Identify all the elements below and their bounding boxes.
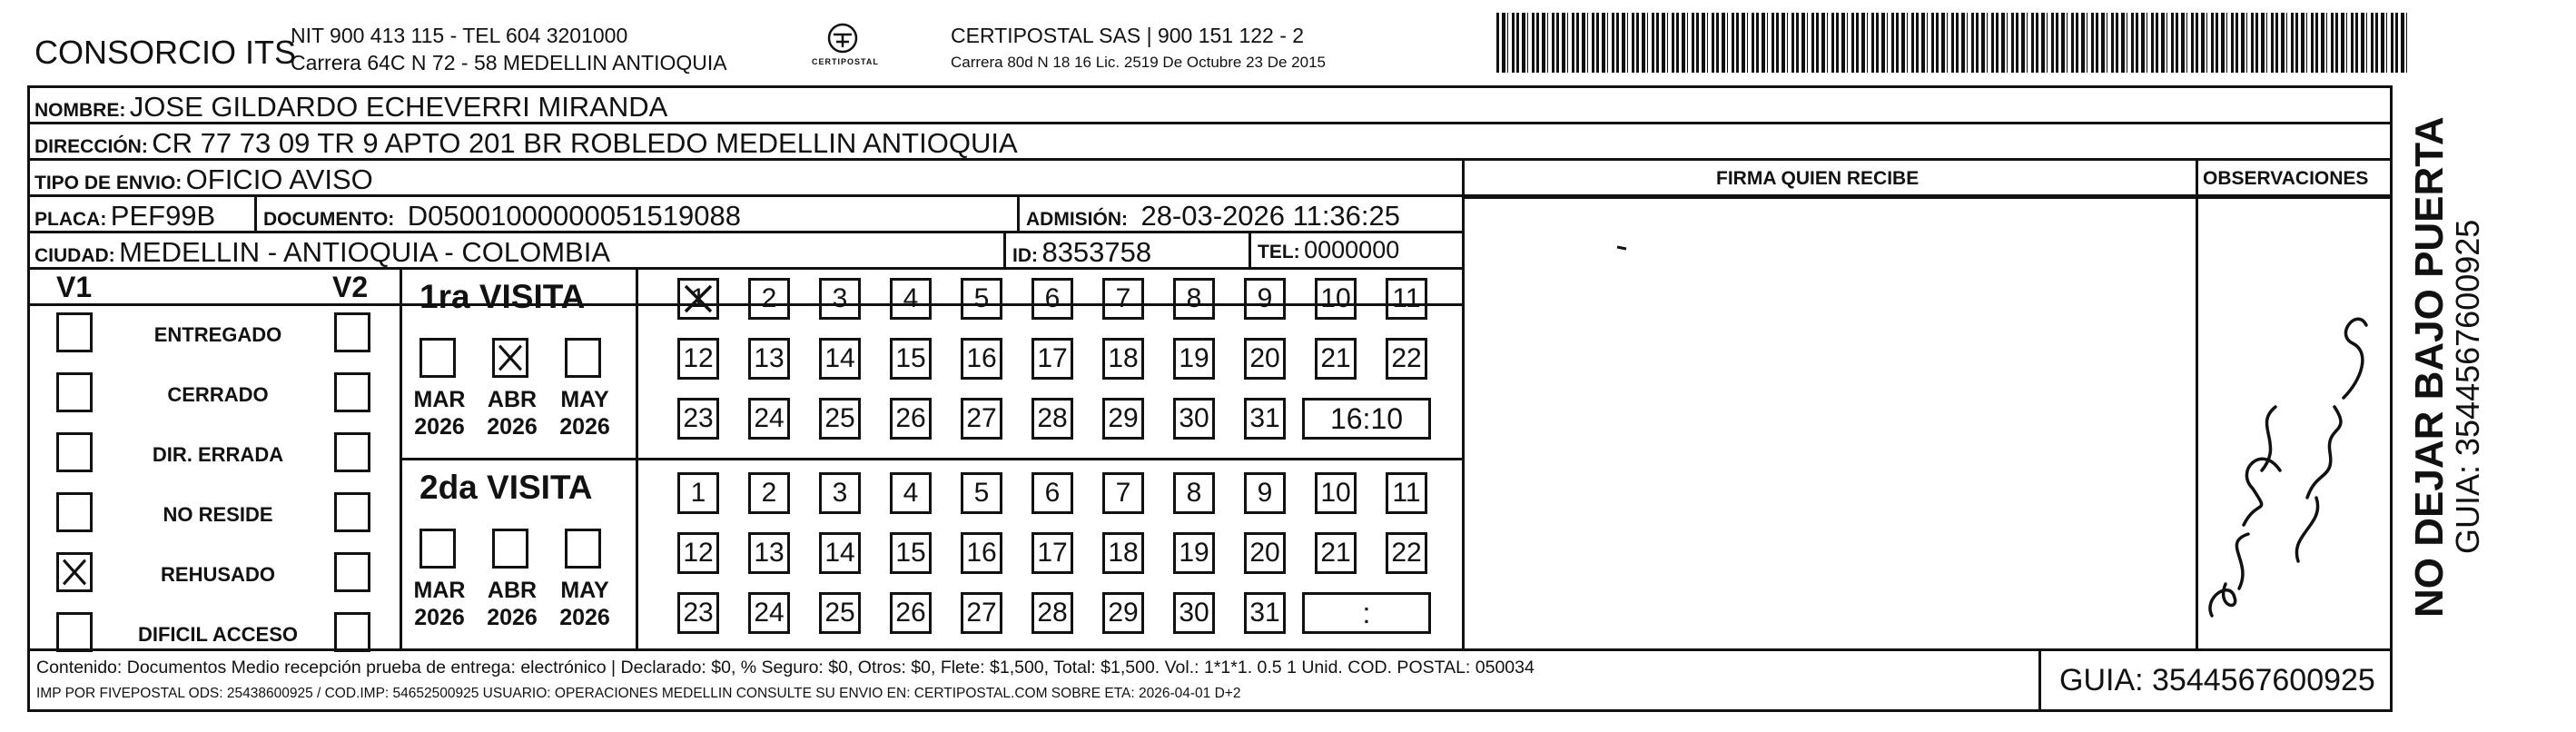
month-label: MAY — [560, 387, 609, 412]
day-box[interactable]: 22 — [1386, 338, 1427, 380]
id-label: ID: — [1012, 245, 1038, 266]
day-box[interactable]: 26 — [890, 398, 932, 440]
day-box[interactable]: 6 — [1031, 472, 1073, 514]
day-box[interactable]: 5 — [961, 472, 1002, 514]
day-box[interactable]: 8 — [1173, 472, 1215, 514]
day-box[interactable]: 10 — [1315, 278, 1357, 320]
status-v2-checkbox[interactable] — [334, 312, 370, 352]
direccion-label: DIRECCIÓN: — [35, 136, 148, 157]
month-checkbox[interactable] — [565, 338, 601, 378]
month-year: 2026 — [414, 605, 465, 630]
day-box[interactable]: 14 — [819, 532, 861, 574]
month-checkbox[interactable] — [419, 529, 456, 569]
x-mark-icon — [495, 341, 526, 375]
time-box[interactable]: 16:10 — [1302, 398, 1431, 440]
day-box[interactable]: 20 — [1244, 338, 1286, 380]
day-box[interactable]: 16 — [961, 338, 1002, 380]
certipostal-logo — [806, 22, 879, 73]
status-v2-checkbox[interactable] — [334, 612, 370, 652]
handwritten-signature — [2198, 198, 2393, 647]
month-label: MAR — [413, 387, 466, 412]
day-box[interactable]: 26 — [890, 592, 932, 634]
company-nit: NIT 900 413 115 - TEL 604 3201000 — [291, 24, 628, 47]
nombre-value: JOSE GILDARDO ECHEVERRI MIRANDA — [129, 91, 668, 123]
month-year: 2026 — [487, 605, 538, 630]
documento-value: D05001000000051519088 — [407, 200, 741, 232]
month-label: MAY — [560, 578, 609, 603]
placa-value: PEF99B — [110, 200, 216, 232]
day-box[interactable]: 21 — [1315, 532, 1357, 574]
day-box[interactable] — [677, 278, 719, 320]
tel-value: 0000000 — [1304, 236, 1400, 263]
certipostal-address: Carrera 80d N 18 16 Lic. 2519 De Octubre 23 De 2015 — [951, 54, 1326, 71]
placa-row — [35, 202, 215, 230]
tel-row — [1258, 238, 1399, 262]
month-label: MAR — [413, 578, 466, 603]
barcode — [1496, 13, 2410, 73]
day-box[interactable]: 20 — [1244, 532, 1286, 574]
day-box[interactable]: 9 — [1244, 278, 1286, 320]
day-box[interactable]: 30 — [1173, 398, 1215, 440]
tipo-envio-value: OFICIO AVISO — [185, 163, 373, 195]
day-box[interactable]: 16 — [961, 532, 1002, 574]
tipo-envio-label: TIPO DE ENVIO: — [35, 173, 183, 193]
status-v2-checkbox[interactable] — [334, 492, 370, 532]
month-year: 2026 — [559, 414, 610, 440]
status-label: REHUSADO — [161, 563, 275, 586]
day-box[interactable]: 12 — [677, 338, 719, 380]
day-box[interactable]: 11 — [1386, 472, 1427, 514]
status-v1-checkbox[interactable] — [56, 432, 93, 472]
tel-label: TEL: — [1258, 242, 1300, 262]
admision-value: 28-03-2026 11:36:25 — [1140, 200, 1401, 232]
side-guia: GUIA: 3544567600925 — [2449, 219, 2486, 554]
footer-guia: GUIA: 3544567600925 — [2059, 663, 2375, 697]
company-address: Carrera 64C N 72 - 58 MEDELLIN ANTIOQUIA — [291, 51, 727, 74]
day-box[interactable]: 15 — [890, 338, 932, 380]
day-box[interactable]: 18 — [1102, 338, 1144, 380]
ciudad-value: MEDELLIN - ANTIOQUIA - COLOMBIA — [119, 236, 610, 268]
day-box[interactable]: 1 — [677, 472, 719, 514]
day-box[interactable]: 23 — [677, 398, 719, 440]
nombre-label: NOMBRE: — [35, 100, 126, 121]
day-box[interactable]: 9 — [1244, 472, 1286, 514]
placa-label: PLACA: — [35, 209, 107, 230]
day-box[interactable]: 30 — [1173, 592, 1215, 634]
day-box[interactable]: 19 — [1173, 338, 1215, 380]
day-box[interactable]: 11 — [1386, 278, 1427, 320]
status-v1-checkbox[interactable] — [56, 492, 93, 532]
day-box[interactable]: 21 — [1315, 338, 1357, 380]
day-box[interactable]: 13 — [748, 532, 790, 574]
time-box[interactable]: : — [1302, 592, 1431, 634]
side-no-dejar: NO DEJAR BAJO PUERTA — [2407, 116, 2452, 618]
status-label: DIR. ERRADA — [152, 443, 284, 466]
signature-area — [1465, 198, 2196, 647]
x-mark-icon — [680, 281, 716, 317]
day-box[interactable]: 2 — [748, 472, 790, 514]
day-box[interactable]: 31 — [1244, 592, 1286, 634]
documento-row — [263, 202, 741, 230]
status-v2-checkbox[interactable] — [334, 552, 370, 592]
day-box[interactable]: 10 — [1315, 472, 1357, 514]
day-box[interactable]: 12 — [677, 532, 719, 574]
day-box[interactable]: 6 — [1031, 278, 1073, 320]
status-v1-checkbox[interactable] — [56, 612, 93, 652]
status-label: DIFICIL ACCESO — [137, 623, 298, 646]
day-box[interactable]: 14 — [819, 338, 861, 380]
status-v2-checkbox[interactable] — [334, 432, 370, 472]
visit2-title: 2da VISITA — [419, 469, 593, 506]
day-box[interactable]: 3 — [819, 278, 861, 320]
direccion-row — [35, 129, 1018, 157]
day-number: 1 — [690, 283, 706, 313]
day-box[interactable]: 25 — [819, 398, 861, 440]
footer-line1: Contenido: Documentos Medio recepción prueba de entrega: electrónico | Declarado: $0, % Seguro: $0, Otros: $0, Flete: $1,500, Total: $1,500. Vol.: 1*1*1. 0.5 1 Unid. COD. POSTAL: 050034 — [36, 658, 1535, 678]
admision-row — [1026, 202, 1400, 230]
month-label: ABR — [487, 578, 538, 603]
day-box[interactable]: 7 — [1102, 278, 1144, 320]
day-box[interactable]: 23 — [677, 592, 719, 634]
day-box[interactable]: 27 — [961, 398, 1002, 440]
ciudad-row — [35, 238, 610, 266]
documento-label: DOCUMENTO: — [263, 209, 395, 230]
nombre-row — [35, 93, 667, 121]
id-row — [1012, 238, 1151, 266]
month-year: 2026 — [414, 414, 465, 440]
tipo-envio-row — [35, 165, 373, 193]
v1-label: V1 — [56, 271, 93, 303]
day-box[interactable]: 27 — [961, 592, 1002, 634]
status-label: NO RESIDE — [163, 503, 273, 526]
status-v2-checkbox[interactable] — [334, 372, 370, 412]
day-box[interactable]: 22 — [1386, 532, 1427, 574]
day-box[interactable]: 28 — [1031, 398, 1073, 440]
day-box[interactable]: 5 — [961, 278, 1002, 320]
day-box[interactable]: 3 — [819, 472, 861, 514]
month-year: 2026 — [487, 414, 538, 440]
day-box[interactable]: 7 — [1102, 472, 1144, 514]
dash-mark — [1465, 198, 2196, 647]
status-label: ENTREGADO — [153, 323, 282, 346]
day-box[interactable]: 29 — [1102, 592, 1144, 634]
observaciones-area — [2198, 198, 2393, 647]
day-box[interactable]: 17 — [1031, 338, 1073, 380]
day-box[interactable]: 31 — [1244, 398, 1286, 440]
status-v1-checkbox[interactable] — [56, 312, 93, 352]
day-box[interactable]: 19 — [1173, 532, 1215, 574]
x-mark-icon — [59, 555, 90, 589]
day-box[interactable]: 13 — [748, 338, 790, 380]
status-v1-checkbox[interactable] — [56, 552, 93, 592]
month-checkbox[interactable] — [565, 529, 601, 569]
visit1-title: 1ra VISITA — [419, 278, 586, 315]
day-box[interactable]: 17 — [1031, 532, 1073, 574]
company-name: CONSORCIO ITS — [35, 34, 297, 71]
day-box[interactable]: 18 — [1102, 532, 1144, 574]
day-box[interactable]: 24 — [748, 592, 790, 634]
month-label: ABR — [487, 387, 538, 412]
day-box[interactable]: 8 — [1173, 278, 1215, 320]
day-box[interactable]: 28 — [1031, 592, 1073, 634]
ciudad-label: CIUDAD: — [35, 245, 115, 266]
status-label: CERRADO — [167, 383, 269, 406]
observaciones-header: OBSERVACIONES — [2203, 168, 2369, 189]
admision-label: ADMISIÓN: — [1026, 209, 1128, 230]
month-checkbox[interactable] — [419, 338, 456, 378]
certipostal-line: CERTIPOSTAL SAS | 900 151 122 - 2 — [951, 24, 1305, 47]
status-v1-checkbox[interactable] — [56, 372, 93, 412]
month-year: 2026 — [559, 605, 610, 630]
v2-label: V2 — [332, 271, 369, 303]
day-box[interactable]: 2 — [748, 278, 790, 320]
month-checkbox[interactable] — [492, 338, 528, 378]
direccion-value: CR 77 73 09 TR 9 APTO 201 BR ROBLEDO MEDELLIN ANTIOQUIA — [152, 127, 1018, 159]
day-box[interactable]: 4 — [890, 472, 932, 514]
footer-line2: IMP POR FIVEPOSTAL ODS: 25438600925 / COD.IMP: 54652500925 USUARIO: OPERACIONES MEDELLIN CONSULTE SU ENVIO EN: CERTIPOSTAL.COM SOBRE ETA: 2026-04-01 D+2 — [36, 686, 1241, 701]
id-value: 8353758 — [1041, 236, 1152, 268]
day-box[interactable]: 4 — [890, 278, 932, 320]
day-box[interactable]: 24 — [748, 398, 790, 440]
day-box[interactable]: 25 — [819, 592, 861, 634]
day-box[interactable]: 15 — [890, 532, 932, 574]
month-checkbox[interactable] — [492, 529, 528, 569]
logo-text: CERTIPOSTAL — [812, 57, 879, 66]
day-box[interactable]: 29 — [1102, 398, 1144, 440]
firma-header: FIRMA QUIEN RECIBE — [1716, 168, 1920, 189]
